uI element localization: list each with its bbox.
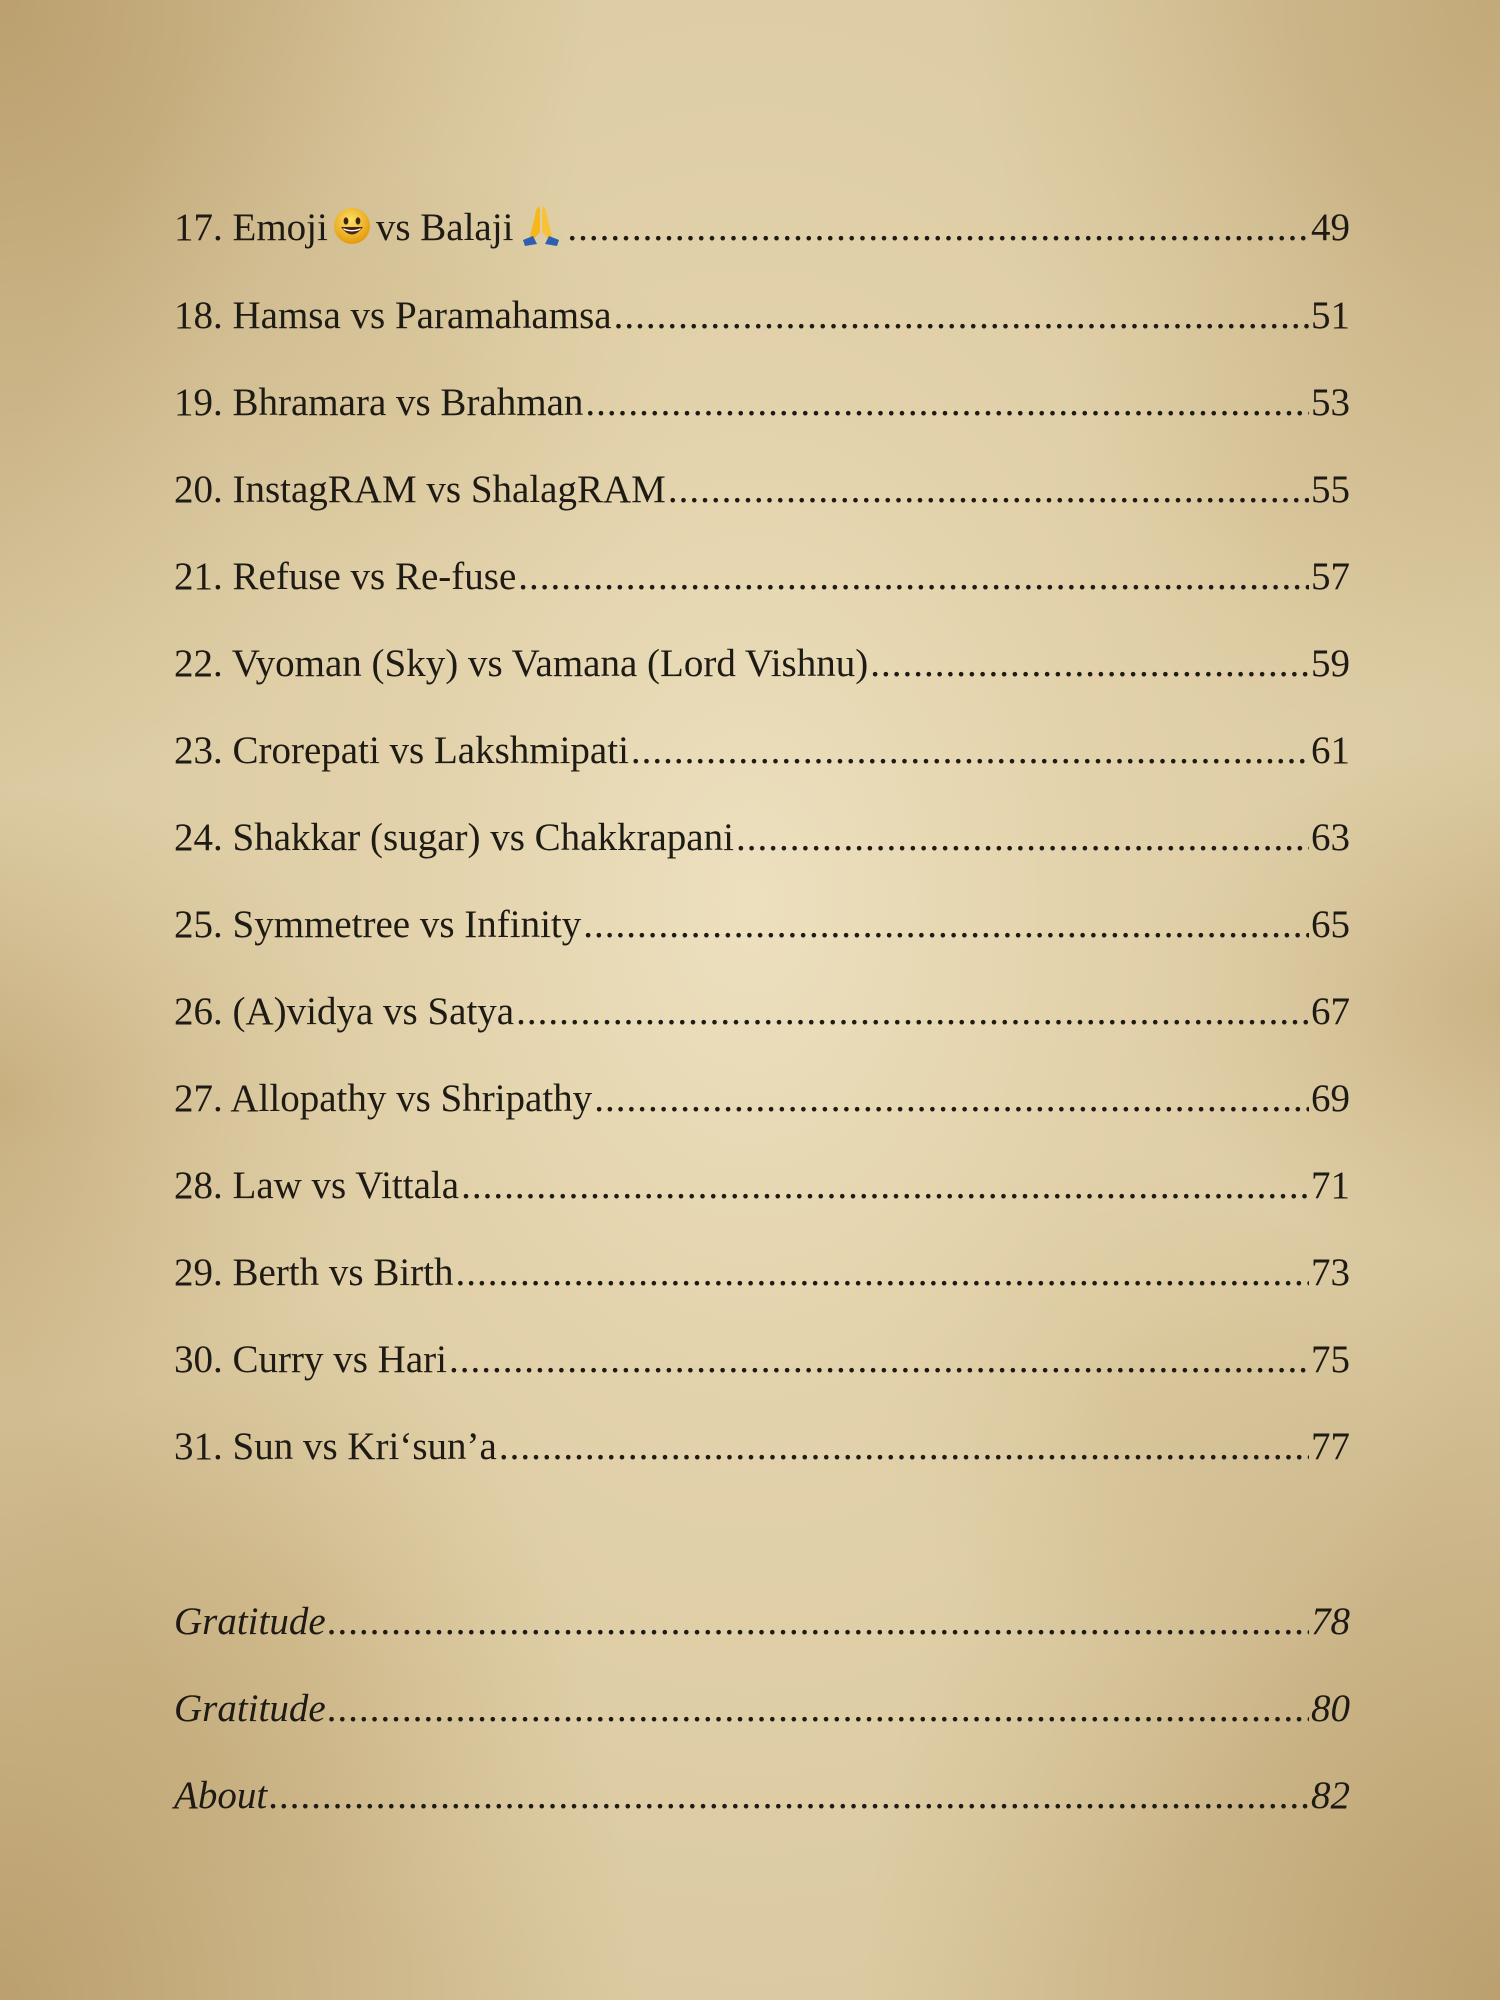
toc-entry-title: About <box>174 1774 268 1817</box>
toc-page-number: 71 <box>1311 1164 1350 1207</box>
toc-page-number: 65 <box>1311 903 1350 946</box>
toc-entry-text: Shakkar (sugar) vs Chakkrapani <box>232 816 734 859</box>
dot-leader <box>518 547 1309 607</box>
toc-entry-25[interactable] <box>174 895 1350 955</box>
toc-page-number: 63 <box>1311 816 1350 859</box>
toc-entry-title <box>174 1243 454 1303</box>
toc-entry-17[interactable] <box>174 198 1350 258</box>
toc-entry-number: 27. <box>174 1077 223 1120</box>
toc-entry-number: 20. <box>174 468 223 511</box>
toc-page-number: 55 <box>1311 468 1350 511</box>
toc-entry-title <box>174 1417 497 1477</box>
toc-entry-title-part: vs Balaji <box>375 206 514 249</box>
toc-entry-title <box>174 1156 459 1216</box>
toc-entry-number: 23. <box>174 729 223 772</box>
toc-entry-title: Gratitude <box>174 1687 326 1730</box>
toc-entry-title <box>174 1330 447 1390</box>
toc-entry-text: Berth vs Birth <box>232 1251 454 1294</box>
toc-entry-text: (A)vidya vs Satya <box>232 990 515 1033</box>
toc-entry-gratitude-1[interactable] <box>174 1592 1350 1652</box>
toc-entry-gratitude-2[interactable] <box>174 1679 1350 1739</box>
toc-page-number: 59 <box>1311 642 1350 685</box>
toc-entry-29[interactable] <box>174 1243 1350 1303</box>
toc-entry-text: Hamsa vs Paramahamsa <box>232 294 612 337</box>
toc-page-number: 57 <box>1311 555 1350 598</box>
dot-leader <box>328 1679 1309 1739</box>
toc-page-number: 75 <box>1311 1338 1350 1381</box>
toc-entry-text: Bhramara vs Brahman <box>232 381 584 424</box>
toc-entry-title <box>174 721 629 781</box>
toc-entry-number: 22. <box>174 642 223 685</box>
toc-entry-30[interactable] <box>174 1330 1350 1390</box>
toc-entry-number: 21. <box>174 555 223 598</box>
toc-page-number: 80 <box>1311 1687 1350 1730</box>
toc-entry-26[interactable] <box>174 982 1350 1042</box>
toc-entry-title <box>174 634 868 694</box>
toc-entry-number: 24. <box>174 816 223 859</box>
dot-leader <box>614 286 1309 346</box>
toc-entry-title-part: Emoji <box>232 206 328 249</box>
dot-leader <box>449 1330 1309 1390</box>
toc-entry-number: 19. <box>174 381 223 424</box>
toc-entry-28[interactable] <box>174 1156 1350 1216</box>
toc-entry-number: 25. <box>174 903 223 946</box>
toc-entry-title <box>174 547 516 607</box>
toc-entry-22[interactable] <box>174 634 1350 694</box>
toc-entry-text: InstagRAM vs ShalagRAM <box>232 468 666 511</box>
toc-entry-text: Vyoman (Sky) vs Vamana (Lord Vishnu) <box>231 642 869 685</box>
toc-entry-number: 18. <box>174 294 223 337</box>
toc-entry-title <box>174 373 583 433</box>
toc-entry-number: 17. <box>174 206 223 249</box>
dot-leader <box>456 1243 1310 1303</box>
toc-page-number: 77 <box>1311 1425 1350 1468</box>
toc-entry-title <box>174 895 581 955</box>
dot-leader <box>594 1069 1309 1129</box>
toc-entry-number: 30. <box>174 1338 223 1381</box>
toc-entry-21[interactable] <box>174 547 1350 607</box>
toc-entry-number: 31. <box>174 1425 223 1468</box>
toc-page-number: 73 <box>1311 1251 1350 1294</box>
toc-entry-23[interactable] <box>174 721 1350 781</box>
toc-entry-text: Curry vs Hari <box>232 1338 447 1381</box>
toc-page-number: 82 <box>1311 1774 1350 1817</box>
toc-page-number: 67 <box>1311 990 1350 1033</box>
toc-entry-title <box>174 198 565 258</box>
dot-leader <box>583 895 1309 955</box>
toc-page-number: 49 <box>1311 206 1350 249</box>
toc-page-number: 51 <box>1311 294 1350 337</box>
dot-leader <box>269 1766 1309 1826</box>
smiling-face-emoji-icon <box>332 206 372 246</box>
toc-entry-text: Sun vs Kri‘sun’a <box>232 1425 497 1468</box>
toc-entry-title: Gratitude <box>174 1600 326 1643</box>
toc-entry-text: Crorepati vs Lakshmipati <box>232 729 629 772</box>
toc-entry-18[interactable] <box>174 286 1350 346</box>
toc-entry-19[interactable] <box>174 373 1350 433</box>
toc-entry-title <box>174 460 666 520</box>
dot-leader <box>499 1417 1309 1477</box>
dot-leader <box>567 198 1309 258</box>
dot-leader <box>631 721 1309 781</box>
toc-entry-number: 26. <box>174 990 223 1033</box>
dot-leader <box>668 460 1309 520</box>
toc-entry-title <box>174 286 612 346</box>
dot-leader <box>461 1156 1309 1216</box>
toc-entry-number: 28. <box>174 1164 223 1207</box>
toc-entry-title <box>174 1069 592 1129</box>
toc-page-number: 61 <box>1311 729 1350 772</box>
toc-entry-24[interactable] <box>174 808 1350 868</box>
toc-entry-text: Law vs Vittala <box>232 1164 460 1207</box>
toc-entry-31[interactable] <box>174 1417 1350 1477</box>
toc-entry-text: Symmetree vs Infinity <box>232 903 582 946</box>
folded-hands-emoji-icon <box>517 202 565 248</box>
dot-leader <box>870 634 1309 694</box>
toc-page-number: 69 <box>1311 1077 1350 1120</box>
toc-entry-number: 29. <box>174 1251 223 1294</box>
toc-entry-27[interactable] <box>174 1069 1350 1129</box>
toc-entry-20[interactable] <box>174 460 1350 520</box>
toc-page-number: 78 <box>1311 1600 1350 1643</box>
dot-leader <box>516 982 1309 1042</box>
toc-entry-text: Refuse vs Re-fuse <box>232 555 517 598</box>
dot-leader <box>585 373 1309 433</box>
toc-entry-text: Allopathy vs Shripathy <box>230 1077 593 1120</box>
toc-entry-title <box>174 808 734 868</box>
toc-entry-title <box>174 982 514 1042</box>
dot-leader <box>328 1592 1309 1652</box>
toc-entry-about[interactable] <box>174 1766 1350 1826</box>
toc-page-number: 53 <box>1311 381 1350 424</box>
dot-leader <box>736 808 1309 868</box>
